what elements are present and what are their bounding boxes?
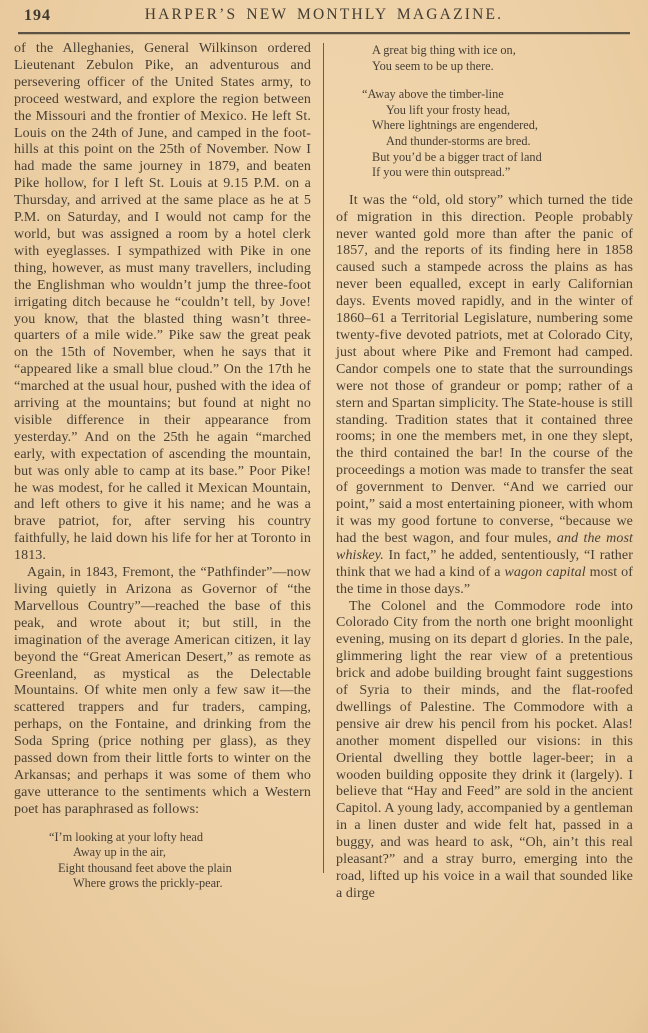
verse-line: “I’m looking at your lofty head <box>49 829 204 844</box>
verse-line: Away up in the air, <box>73 845 166 860</box>
verse-stanza-ice-on <box>372 43 633 74</box>
text-run-italic: and the most whiskey. <box>336 530 633 563</box>
paragraph-pike: of the Alleghanies, General Wilkinson ordered Lieutenant Zebulon Pike, an adventurous and persevering officer of the United States army, to proceed westward, and explore the region between the Missouri and the frontier of Mexico. He left St. Louis on the 24th of June, and camped in the foot-hills at this point on the 25th of November. Now I had made the same journey in 1879, and beaten Pike hollow, for I left St. Louis at 9.15 P.M. on a Thursday, and arrived at the same place as he at 5 P.M. on Saturday, and I would not camp for the world, but was assigned a room by a hotel clerk with eyeglasses. I sympathized with Pike in one thing, however, as must many travellers, including the Englishman who wouldn’t jump the three-foot irrigating ditch because he “couldn’t tell, by Jove! you know, that the blasted thing wasn’t three-quarters of a mile wide.” Pike saw the great peak on the 15th of November, when he says that it “appeared like a small blue cloud.” On the 17th he “marched at the usual hour, pushed with the idea of arriving at the mountains; but found at night no visible difference in their appearance from yesterday.” And on the 25th he again “marched early, with expectation of ascending the mountain, but was only able to camp at its base.” Poor Pike! he was modest, for he called it Mexican Mountain, and left others to give it his name; and he was a brave patriot, for, after serving his country faithfully, he laid down his life for her at Toronto in 1813. <box>14 41 311 564</box>
verse-line: “Away above the timber-line <box>362 87 504 102</box>
verse-line: And thunder-storms are bred. <box>386 133 531 148</box>
magazine-title: HARPER’S NEW MONTHLY MAGAZINE. <box>144 6 504 23</box>
running-head <box>14 6 634 28</box>
stanza-paragraph-gap <box>336 181 633 193</box>
verse-stanza-timber-line <box>362 87 633 181</box>
page-number: 194 <box>24 7 51 24</box>
text-run: In fact,” he added, sententiously, “I rather think that we had a kind of a <box>336 547 633 580</box>
verse-line: A great big thing with ice on, <box>372 43 516 57</box>
verse-line: Where grows the prickly-pear. <box>73 876 223 891</box>
verse-line: If you were thin outspread.” <box>372 165 511 180</box>
paragraph-fremont: Again, in 1843, Fremont, the “Pathfinder”—now living quietly in Arizona as Governor of “the Marvellous Country”—reached the base of this peak, and wrote about it; but still, in the imagination of the average American citizen, it lay beyond the “Great American Desert,” as remote as Greenland, as mystical as the Delectable Mountains. Of white men only a few saw it—the scattered trappers and fur traders, camping, perhaps, on the Fontaine, and drinking from the Soda Spring (price nothing per glass), as they passed down from their little forts to winter on the Arkansas; and perhaps it was some of them who gave utterance to the sentiments which a Western poet has paraphrased as follows: <box>14 565 311 817</box>
paragraph-colonel-commodore: The Colonel and the Commodore rode into Colorado City from the north one bright moonlight evening, musing on its depart d glories. In the pale, glimmering light the rear view of a pretentious brick and adobe building brought faint suggestions of Syria to their minds, and the flat-roofed dwellings of Palestine. The Commodore with a pensive air drew his pencil from his pocket. Alas! another moment dispelled our visions: in this Oriental dwelling they bottle lager-beer; in a wooden building opposite they drink it (largely). I believe that “Hay and Feed” are sold in the ancient Capitol. A young lady, accompanied by a gentleman in a linen duster and wide felt hat, passed in a buggy, and was heard to ask, “Oh, ain’t this real pleasant?” and a stray burro, emerging into the road, lifted up his voice in a wail that sounded like a dirge <box>336 598 633 901</box>
right-column <box>336 41 633 903</box>
column-divider <box>323 43 324 873</box>
verse-line: Eight thousand feet above the plain <box>58 860 232 875</box>
verse-line: Where lightnings are engendered, <box>372 118 538 133</box>
verse-line: But you’d be a bigger tract of land <box>372 149 542 164</box>
paragraph-old-old-story <box>336 193 633 599</box>
text-run-italic: wagon capital <box>504 564 586 580</box>
verse-line: You lift your frosty head, <box>386 102 511 117</box>
text-run: most of the time in those days.” <box>336 564 633 597</box>
two-column-layout <box>14 41 634 903</box>
verse-stanza-lofty-head <box>49 829 311 892</box>
left-column <box>14 41 311 903</box>
header-rule <box>18 32 630 34</box>
verse-line: You seem to be up there. <box>372 58 494 73</box>
text-run: It was the “old, old story” which turned the tide of migration in this direction. People probably never wanted gold more than after the panic of 1857, and the reports of its finding here in 1858 caused such a stampede across the plains as has never been equalled, except in early Californian days. Events moved rapidly, and in the winter of 1860–61 a Territorial Legislature, numbering some twenty-five devoted patriots, met at Colorado City, just about where Pike and Fremont had camped. Candor compels one to state that the surroundings were not those of grandeur or pomp; rather of a stern and Spartan simplicity. The State-house is still standing. Tradition states that it contained three rooms; in one the members met, in one they slept, the third contained the bar! In the course of the proceedings a motion was made to transfer the seat of government to Denver. “And we carried our point,” said a most entertaining pioneer, with whom it was my good fortune to converse, “because we had the best wagon, and four mules, <box>336 192 633 546</box>
